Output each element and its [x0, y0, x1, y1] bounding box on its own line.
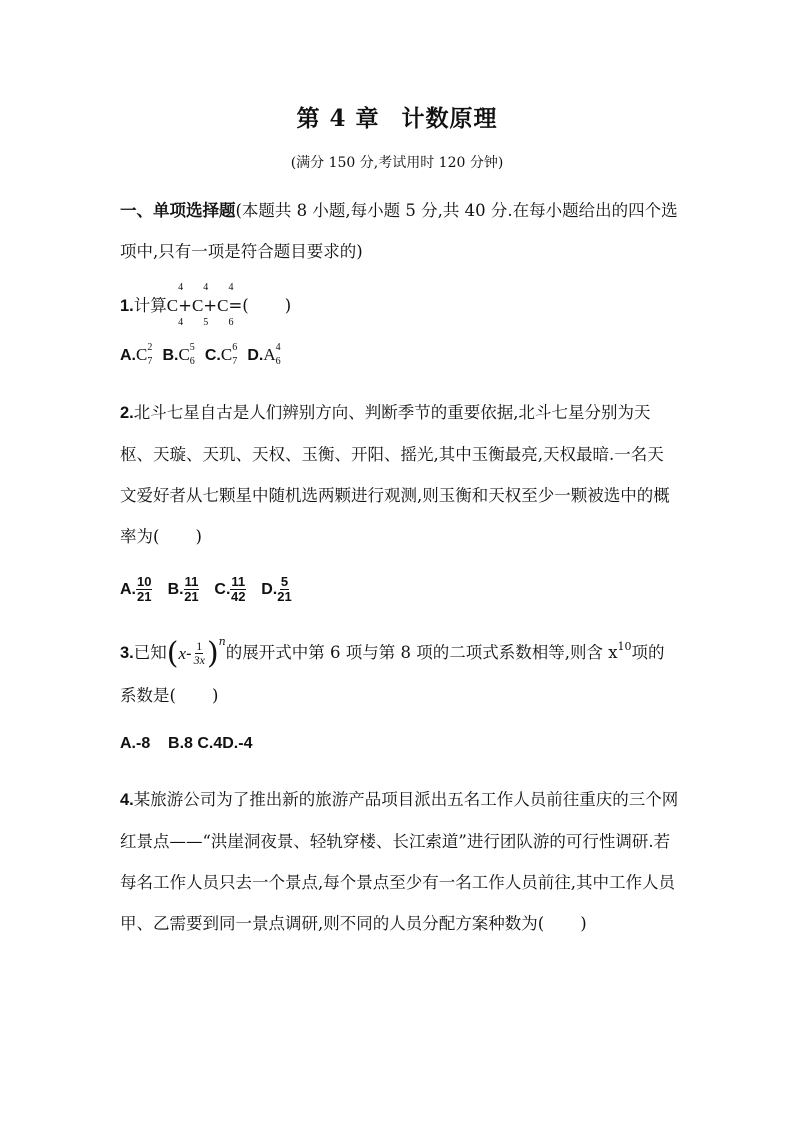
- combination-term: C 4 5: [191, 282, 209, 328]
- option-a: A. $\frac{10}{21}$: [120, 574, 152, 604]
- answer-bracket-close: ): [284, 296, 292, 315]
- section-description: (本题共 8 小题,每小题 5 分,共 40 分.在每小题给出的四个选项中,只有一项是符合题目要求的): [120, 201, 678, 261]
- question-text-continued: 项的系数是(: [120, 643, 665, 705]
- exam-info: (满分 150 分,考试用时 120 分钟): [290, 155, 504, 171]
- option-b: B. $\frac{11}{21}$: [167, 574, 199, 604]
- question-number: 1.: [120, 297, 134, 315]
- answer-bracket-close: ): [195, 527, 202, 546]
- chapter-number: 第 4 章: [296, 105, 380, 132]
- question-text: 北斗七星自古是人们辨别方向、判断季节的重要依据,北斗七星分别为天枢、天璇、天玑、天权、玉衡、开阳、摇光,其中玉衡最亮,天权最暗.一名天文爱好者从七颗星中随机选两颗进行观测,则玉衡和天权至少一颗被选中的概率为(: [120, 403, 670, 546]
- page-title: [0, 100, 794, 133]
- exponent: 10: [617, 640, 632, 653]
- option-c: C. $\frac{11}{42}$: [214, 574, 246, 604]
- question-2: [120, 392, 680, 557]
- binomial-expression: ( x - 1 3x ) n: [166, 635, 226, 671]
- option-d: D. $\frac{5}{21}$: [261, 574, 292, 604]
- section-heading: [120, 190, 680, 272]
- plus-sign: +: [178, 296, 192, 315]
- question-2-options: [120, 575, 302, 604]
- option-a: A.C 2 7: [120, 342, 153, 367]
- question-number: 2.: [120, 404, 134, 422]
- option-b: B.C 5 6: [162, 342, 195, 367]
- plus-sign: +: [203, 296, 218, 315]
- combination-term: C 4 4: [166, 282, 184, 328]
- question-4: [120, 779, 680, 944]
- question-suffix: =(: [228, 296, 249, 315]
- question-3-options: A.-8 B.8 C.4D.-4: [120, 735, 253, 752]
- question-3: [120, 632, 680, 716]
- question-number: 3.: [120, 644, 134, 662]
- chapter-name: 计数原理: [401, 105, 498, 132]
- question-text: 的展开式中第 6 项与第 8 项的二项式系数相等,则含 x: [225, 643, 618, 662]
- question-text: 某旅游公司为了推出新的旅游产品项目派出五名工作人员前往重庆的三个网红景点——“洪崖洞夜景、轻轨穿楼、长江索道”进行团队游的可行性调研.若每名工作人员只去一个景点,每个景点至少有一名工作人员前往,其中工作人员甲、乙需要到同一景点调研,则不同的人员分配方案种数为(: [120, 790, 679, 933]
- section-title: 一、单项选择题: [120, 201, 236, 220]
- question-prefix: 计算: [133, 296, 167, 315]
- answer-bracket-close: ): [211, 686, 219, 705]
- question-number: 4.: [120, 791, 134, 809]
- question-1-options: [120, 342, 286, 367]
- answer-bracket-close: ): [580, 914, 587, 933]
- option-d: D.A 4 6: [247, 342, 281, 367]
- combination-term: C 4 6: [217, 282, 234, 328]
- question-prefix: 已知: [133, 643, 167, 662]
- question-1: [120, 282, 680, 328]
- option-c: C.C 6 7: [204, 342, 238, 367]
